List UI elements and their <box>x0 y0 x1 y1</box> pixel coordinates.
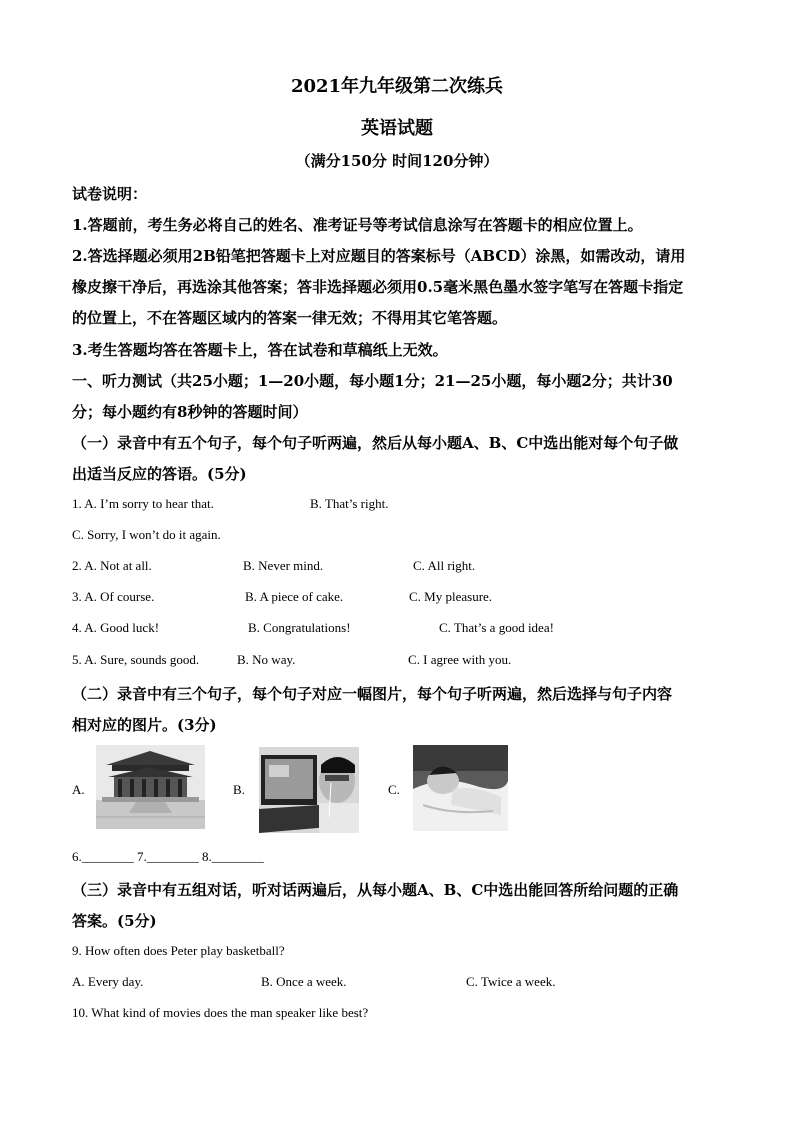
picture-answer-blanks: 6.________ 7.________ 8.________ <box>72 849 264 864</box>
q3-option-c: C. My pleasure. <box>409 589 493 604</box>
part1-heading-a: （一）录音中有五个句子，每个句子听两遍，然后从每小题A、B、C中选出能对每个句子做 <box>72 434 679 452</box>
q9-option-c: C. Twice a week. <box>466 974 556 989</box>
student-computer-photo <box>259 747 359 833</box>
instruction-line-1: 1.答题前，考生务必将自己的姓名、准考证号等考试信息涂写在答题卡的相应位置上。 <box>72 216 643 234</box>
q9-option-a: A. Every day. <box>72 974 144 989</box>
picture-label-b: B. <box>233 782 245 797</box>
q9-question: 9. How often does Peter play basketball? <box>72 943 285 958</box>
q3-option-b: B. A piece of cake. <box>245 589 344 604</box>
q3-option-a: 3. A. Of course. <box>72 589 155 604</box>
exam-score-time: （满分150分 时间120分钟） <box>295 152 499 170</box>
section1-heading-a: 一、听力测试（共25小题；1—20小题，每小题1分；21—25小题，每小题2分；共计30 <box>72 372 673 390</box>
part1-heading-b: 出适当反应的答语。(5分) <box>72 465 247 483</box>
q10-question: 10. What kind of movies does the man speaker like best? <box>72 1005 369 1020</box>
q9-option-b: B. Once a week. <box>261 974 347 989</box>
instructions-heading: 试卷说明： <box>72 185 148 203</box>
picture-label-c: C. <box>388 782 400 797</box>
exam-title: 2021年九年级第二次练兵 <box>290 76 504 97</box>
q1-option-b: B. That’s right. <box>310 496 389 511</box>
palace-photo <box>96 745 205 829</box>
q2-option-a: 2. A. Not at all. <box>72 558 152 573</box>
instruction-line-2c: 的位置上，不在答题区域内的答案一律无效；不得用其它笔答题。 <box>72 309 508 327</box>
instruction-line-2a: 2.答选择题必须用2B铅笔把答题卡上对应题目的答案标号（ABCD）涂黑，如需改动，请用 <box>72 247 686 265</box>
q2-option-b: B. Never mind. <box>243 558 324 573</box>
q5-option-b: B. No way. <box>237 652 296 667</box>
part2-heading-a: （二）录音中有三个句子，每个句子对应一幅图片，每个句子听两遍，然后选择与句子内容 <box>72 685 673 703</box>
q2-option-c: C. All right. <box>413 558 476 573</box>
q1-option-c: C. Sorry, I won’t do it again. <box>72 527 221 542</box>
instruction-line-2b: 橡皮擦干净后，再选涂其他答案；答非选择题必须用0.5毫米黑色墨水签字笔写在答题卡指定 <box>72 278 684 296</box>
q4-option-a: 4. A. Good luck! <box>72 620 160 635</box>
q5-option-c: C. I agree with you. <box>408 652 512 667</box>
q5-option-a: 5. A. Sure, sounds good. <box>72 652 200 667</box>
part3-heading-a: （三）录音中有五组对话，听对话两遍后，从每小题A、B、C中选出能回答所给问题的正确 <box>72 881 679 899</box>
q1-option-a: 1. A. I’m sorry to hear that. <box>72 496 214 511</box>
instruction-line-3: 3.考生答题均答在答题卡上，答在试卷和草稿纸上无效。 <box>72 341 448 359</box>
q4-option-c: C. That’s a good idea! <box>439 620 554 635</box>
picture-label-a: A. <box>72 782 85 797</box>
part3-heading-b: 答案。(5分) <box>72 912 157 930</box>
part2-heading-b: 相对应的图片。(3分) <box>72 716 217 734</box>
exam-subject: 英语试题 <box>361 118 433 139</box>
sleeping-person-photo <box>413 745 508 831</box>
q4-option-b: B. Congratulations! <box>248 620 351 635</box>
section1-heading-b: 分；每小题约有8秒钟的答题时间） <box>72 403 308 421</box>
